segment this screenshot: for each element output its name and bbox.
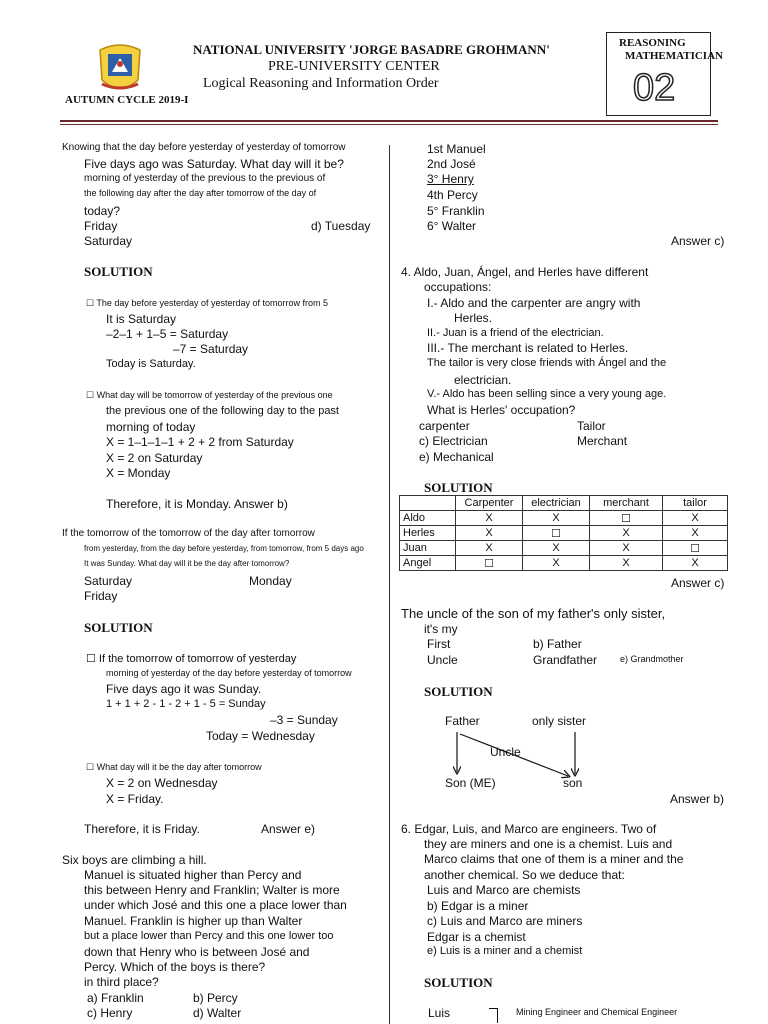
table-cell: ☐ [456, 556, 523, 571]
p1-line3: the following day after the day after tomorrow of the day of [84, 188, 317, 198]
table-cell: X [590, 526, 663, 541]
badge-number: 02 [633, 67, 676, 109]
s2-line-f: X = 2 on Wednesday [106, 776, 218, 790]
table-header-cell: electrician [523, 496, 590, 511]
q5-option-d: Grandfather [533, 653, 598, 667]
badge-line2: MATHEMATICIAN [625, 50, 723, 62]
p3-option-c: c) Henry [87, 1006, 133, 1020]
q5-option-a: First [427, 637, 451, 651]
p3-line6: but a place lower than Percy and this one lower too [84, 930, 334, 942]
q6-line4: another chemical. So we deduce that: [424, 868, 625, 882]
diagram-father: Father [445, 714, 480, 728]
s2-line-e: Today = Wednesday [206, 729, 315, 743]
p3-line5: Manuel. Franklin is higher up than Walter [84, 914, 303, 928]
s1-line-f: morning of today [106, 420, 196, 434]
header-rule-top [60, 120, 718, 122]
p2-line3: It was Sunday. What day will it be the day after tomorrow? [84, 559, 290, 568]
table-cell: ☐ [590, 511, 663, 526]
s1-line-b: –2–1 + 1–5 = Saturday [106, 327, 229, 341]
s6-note: Mining Engineer and Chemical Engineer [516, 1007, 678, 1017]
q4-clue-i2: Herles. [454, 311, 493, 325]
column-divider [389, 145, 390, 1024]
p3-line1: Six boys are climbing a hill. [62, 853, 207, 867]
q4-question: What is Herles' occupation? [427, 403, 576, 417]
table-header-cell: merchant [590, 496, 663, 511]
table-cell: X [590, 556, 663, 571]
p3-line7: down that Henry who is between José and [84, 945, 310, 959]
p1-line4: today? [84, 204, 121, 218]
q5-line1: The uncle of the son of my father's only sister, [401, 606, 666, 621]
q4-option-2: Tailor [577, 419, 606, 433]
rank-3: 3° Henry [427, 172, 474, 186]
table-cell: X [456, 541, 523, 556]
p2-line2: from yesterday, from the day before yesterday, from tomorrow, from 5 days ago [84, 544, 364, 553]
p1-option-a: Friday [84, 219, 118, 233]
university-name: NATIONAL UNIVERSITY 'JORGE BASADRE GROHMANN' [193, 42, 550, 57]
q6-option-a: Luis and Marco are chemists [427, 883, 581, 897]
table-cell: ☐ [523, 526, 590, 541]
center-name: PRE-UNIVERSITY CENTER [268, 59, 440, 74]
p3-line4: under which José and this one a place lower than [84, 898, 347, 912]
s1-line-e: the previous one of the following day to the past [106, 405, 339, 417]
s2-line-b: Five days ago it was Sunday. [106, 682, 262, 696]
table-row [400, 511, 728, 526]
table-cell: X [456, 526, 523, 541]
solution-1-heading: SOLUTION [84, 264, 153, 279]
p3-line8: Percy. Which of the boys is there? [84, 960, 266, 974]
occupation-table [399, 495, 728, 571]
table-cell: ☐ [663, 541, 728, 556]
table-row [400, 541, 728, 556]
p2-option-b: Monday [249, 574, 292, 588]
q6-option-c: c) Luis and Marco are miners [427, 914, 583, 928]
s2-answer: Therefore, it is Friday. [84, 822, 200, 836]
q4-option-5: e) Mechanical [419, 450, 494, 464]
q6-option-b: b) Edgar is a miner [427, 899, 529, 913]
p3-option-a: a) Franklin [87, 991, 144, 1005]
cycle-label: AUTUMN CYCLE 2019-I [65, 94, 189, 106]
s2-bullet1: ☐ If the tomorrow of tomorrow of yesterday [86, 653, 297, 665]
q6-option-e: e) Luis is a miner and a chemist [427, 945, 583, 957]
q4-line1: 4. Aldo, Juan, Ángel, and Herles have different [401, 265, 649, 279]
p3-option-d: d) Walter [193, 1006, 242, 1020]
p1-option-b: Saturday [84, 234, 133, 248]
table-header-cell: tailor [663, 496, 728, 511]
p3-option-b: b) Percy [193, 991, 238, 1005]
table-row [400, 556, 728, 571]
course-title: Logical Reasoning and Information Order [203, 76, 439, 91]
q4-option-1: carpenter [419, 419, 470, 433]
s1-line-d: Today is Saturday. [106, 358, 196, 370]
p1-intro: Knowing that the day before yesterday of yesterday of tomorrow [62, 142, 346, 153]
badge-line1: REASONING [619, 37, 686, 49]
s6-bracket-icon [489, 1008, 498, 1023]
q4-clue-iv: The tailor is very close friends with Ángel and the [427, 357, 667, 369]
p1-option-d: d) Tuesday [311, 219, 371, 233]
diagram-son: son [563, 776, 583, 790]
q4-option-3: c) Electrician [419, 434, 488, 448]
p2-line1: If the tomorrow of the tomorrow of the day after tomorrow [62, 528, 315, 539]
q6-line1: 6. Edgar, Luis, and Marco are engineers. Two of [401, 822, 657, 836]
p3-line9: in third place? [84, 975, 159, 989]
s1-answer: Therefore, it is Monday. Answer b) [106, 497, 288, 511]
table-cell: X [523, 541, 590, 556]
diagram-only-sister: only sister [532, 714, 587, 728]
rank-5: 5° Franklin [427, 204, 485, 218]
table-cell: Herles [400, 526, 456, 541]
q5-option-b: b) Father [533, 637, 582, 651]
p3-line3: this between Henry and Franklin; Walter is more [84, 883, 340, 897]
unit-badge [606, 32, 723, 116]
table-header-cell [400, 496, 456, 511]
header-rule-bottom [60, 124, 718, 125]
table-cell: X [590, 541, 663, 556]
university-logo [92, 40, 148, 96]
q5-option-e: e) Grandmother [620, 654, 684, 664]
q6-line3: Marco claims that one of them is a miner and the [424, 852, 684, 866]
s1-line-a: It is Saturday [106, 312, 177, 326]
s2-line-c: 1 + 1 + 2 - 1 - 2 + 1 - 5 = Sunday [106, 698, 266, 710]
q4-clue-i: I.- Aldo and the carpenter are angry with [427, 296, 641, 310]
answer-3: Answer c) [671, 234, 725, 248]
s2-line-a: morning of yesterday of the day before yesterday of tomorrow [106, 668, 352, 678]
table-cell: X [456, 511, 523, 526]
s1-line-g: X = 1–1–1–1 + 2 + 2 from Saturday [106, 435, 294, 449]
table-cell: Angel [400, 556, 456, 571]
table-cell: X [523, 511, 590, 526]
rank-6: 6° Walter [427, 219, 477, 233]
answer-4: Answer c) [671, 576, 725, 590]
q6-line2: they are miners and one is a chemist. Luis and [424, 837, 673, 851]
solution-6-heading: SOLUTION [424, 975, 493, 990]
q4-option-4: Merchant [577, 434, 628, 448]
p1-question: Five days ago was Saturday. What day will it be? [84, 157, 344, 171]
s1-line-i: X = Monday [106, 466, 171, 480]
q5-option-c: Uncle [427, 653, 458, 667]
rank-4: 4th Percy [427, 188, 478, 202]
s2-line-d: –3 = Sunday [270, 713, 338, 727]
q6-option-d: Edgar is a chemist [427, 930, 526, 944]
s1-line-c: –7 = Saturday [173, 342, 249, 356]
p2-option-c: Friday [84, 589, 118, 603]
q5-line2: it's my [424, 622, 458, 636]
s6-luis: Luis [428, 1006, 451, 1020]
q4-clue-v: V.- Aldo has been selling since a very young age. [427, 388, 667, 400]
table-cell: X [663, 556, 728, 571]
solution-2-heading: SOLUTION [84, 620, 153, 635]
table-cell: X [663, 526, 728, 541]
table-cell: Juan [400, 541, 456, 556]
p3-line2: Manuel is situated higher than Percy and [84, 868, 302, 882]
s1-bullet2: ☐ What day will be tomorrow of yesterday of the previous one [86, 390, 333, 400]
table-row [400, 526, 728, 541]
table-cell: X [523, 556, 590, 571]
p2-option-a: Saturday [84, 574, 133, 588]
q4-clue-iii: III.- The merchant is related to Herles. [427, 341, 629, 355]
table-header-cell: Carpenter [456, 496, 523, 511]
diagram-son-me: Son (ME) [445, 776, 496, 790]
diagram-uncle: Uncle [490, 745, 521, 759]
q4-clue-iv2: electrician. [454, 373, 512, 387]
solution-5-heading: SOLUTION [424, 684, 493, 699]
table-header-row [400, 496, 728, 511]
rank-2: 2nd José [427, 157, 476, 171]
p1-line2: morning of yesterday of the previous to the previous of [84, 173, 326, 184]
s2-bullet2: ☐ What day will it be the day after tomorrow [86, 762, 262, 772]
answer-5: Answer b) [670, 792, 725, 806]
q4-clue-ii: II.- Juan is a friend of the electrician. [427, 327, 604, 339]
q4-line2: occupations: [424, 280, 492, 294]
s2-line-g: X = Friday. [106, 792, 164, 806]
s2-answer-letter: Answer e) [261, 822, 316, 836]
s1-bullet1: ☐ The day before yesterday of yesterday of tomorrow from 5 [86, 298, 329, 308]
table-cell: X [663, 511, 728, 526]
rank-1: 1st Manuel [427, 142, 486, 156]
solution-4-heading: SOLUTION [424, 480, 493, 495]
table-cell: Aldo [400, 511, 456, 526]
s1-line-h: X = 2 on Saturday [106, 451, 203, 465]
